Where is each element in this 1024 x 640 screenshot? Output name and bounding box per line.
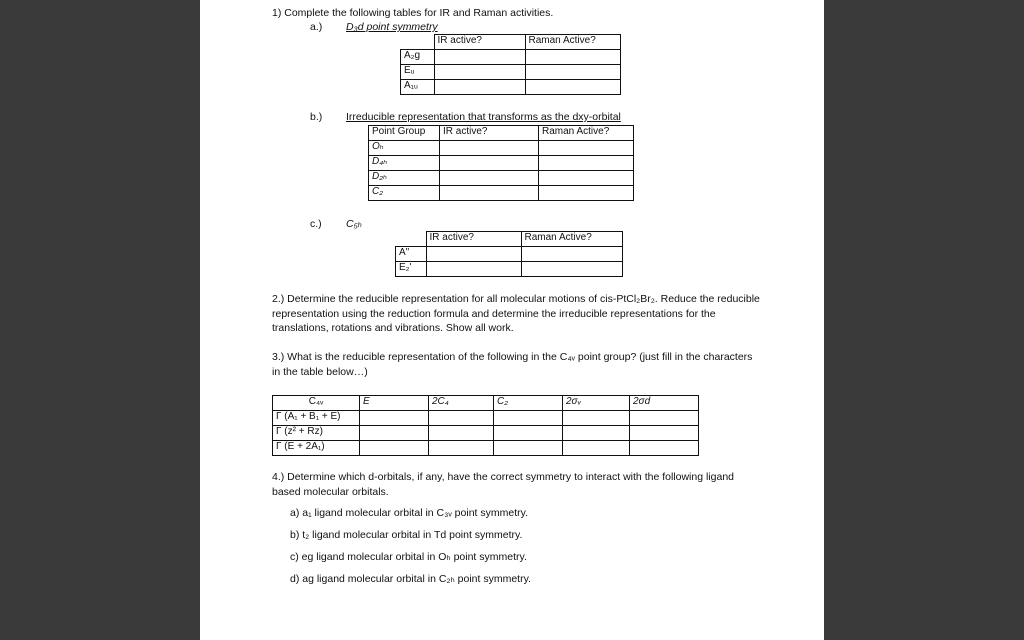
answer-cell[interactable] (429, 441, 494, 456)
table-row (401, 80, 621, 95)
row-label: Γ (A₁ + B₁ + E) (273, 411, 360, 426)
header-cell: 2σd (630, 396, 699, 411)
header-cell: Raman Active? (521, 232, 622, 247)
table-row (369, 141, 634, 156)
q1-heading: 1) Complete the following tables for IR and Raman activities. (272, 7, 554, 19)
answer-cell[interactable] (539, 186, 634, 201)
q1a-title: D₃d point symmetry (346, 21, 438, 33)
answer-cell[interactable] (440, 171, 539, 186)
table-row (273, 411, 699, 426)
header-cell: 2σᵥ (563, 396, 630, 411)
row-label: A₂g (401, 50, 435, 65)
table-row (396, 232, 623, 247)
answer-cell[interactable] (525, 80, 620, 95)
q1a-label: a.) (310, 21, 323, 33)
answer-cell[interactable] (440, 141, 539, 156)
answer-cell[interactable] (630, 411, 699, 426)
row-label: A₁ᵤ (401, 80, 435, 95)
answer-cell[interactable] (440, 186, 539, 201)
answer-cell[interactable] (494, 411, 563, 426)
answer-cell[interactable] (630, 426, 699, 441)
q3-table (272, 395, 699, 456)
answer-cell[interactable] (426, 247, 521, 262)
document-page (200, 0, 824, 640)
answer-cell[interactable] (563, 411, 630, 426)
answer-cell[interactable] (521, 247, 622, 262)
header-cell: C₂ (494, 396, 563, 411)
table-row (369, 171, 634, 186)
answer-cell[interactable] (494, 426, 563, 441)
table-row (273, 396, 699, 411)
corner-cell (401, 35, 435, 50)
answer-cell[interactable] (525, 50, 620, 65)
table-row (369, 126, 634, 141)
header-cell: C₄ᵥ (273, 396, 360, 411)
table-row (369, 186, 634, 201)
header-cell: IR active? (440, 126, 539, 141)
q4-item-a: a) a₁ ligand molecular orbital in C₃ᵥ point symmetry. (290, 507, 529, 519)
answer-cell[interactable] (563, 441, 630, 456)
answer-cell[interactable] (429, 411, 494, 426)
q4-item-d: d) ag ligand molecular orbital in C₂ₕ point symmetry. (290, 573, 531, 585)
q1c-title: C₅ₕ (346, 218, 362, 230)
answer-cell[interactable] (429, 426, 494, 441)
row-label: Eᵤ (401, 65, 435, 80)
q3-text: 3.) What is the reducible representation of the following in the C₄ᵥ point group? (just fill in the characters in the table below…) (272, 351, 753, 378)
table-row (396, 262, 623, 277)
table-row (369, 156, 634, 171)
row-label: A" (396, 247, 427, 262)
q4-item-b: b) t₂ ligand molecular orbital in Td point symmetry. (290, 529, 523, 541)
q1b-title: Irreducible representation that transforms as the dxy-orbital (346, 111, 621, 123)
answer-cell[interactable] (539, 156, 634, 171)
table-row (273, 441, 699, 456)
q1b-label: b.) (310, 111, 323, 123)
row-label: D₂ₕ (369, 171, 440, 186)
header-cell: E (360, 396, 429, 411)
row-label: D₄ₕ (369, 156, 440, 171)
q4-item-c: c) eg ligand molecular orbital in Oₕ point symmetry. (290, 551, 527, 563)
row-label: E₂' (396, 262, 427, 277)
answer-cell[interactable] (434, 65, 525, 80)
answer-cell[interactable] (426, 262, 521, 277)
header-cell: IR active? (434, 35, 525, 50)
answer-cell[interactable] (434, 50, 525, 65)
table-row (401, 65, 621, 80)
row-label: C₂ (369, 186, 440, 201)
header-cell: Raman Active? (539, 126, 634, 141)
row-label: Γ (E + 2A₁) (273, 441, 360, 456)
answer-cell[interactable] (539, 141, 634, 156)
table-row (396, 247, 623, 262)
q1c-label: c.) (310, 218, 322, 230)
table-row (401, 35, 621, 50)
q4-text: 4.) Determine which d-orbitals, if any, have the correct symmetry to interact with the following ligand based molecular orbitals. (272, 471, 734, 498)
answer-cell[interactable] (630, 441, 699, 456)
row-label: Oₕ (369, 141, 440, 156)
header-cell: 2C₄ (429, 396, 494, 411)
answer-cell[interactable] (360, 426, 429, 441)
header-cell: Raman Active? (525, 35, 620, 50)
answer-cell[interactable] (440, 156, 539, 171)
answer-cell[interactable] (525, 65, 620, 80)
table-row (401, 50, 621, 65)
q1c-table (395, 231, 623, 277)
row-label: Γ (z² + Rz) (273, 426, 360, 441)
header-cell: IR active? (426, 232, 521, 247)
q1b-table (368, 125, 634, 201)
q1a-table (400, 34, 621, 95)
answer-cell[interactable] (360, 411, 429, 426)
answer-cell[interactable] (434, 80, 525, 95)
header-cell: Point Group (369, 126, 440, 141)
answer-cell[interactable] (360, 441, 429, 456)
answer-cell[interactable] (563, 426, 630, 441)
answer-cell[interactable] (521, 262, 622, 277)
table-row (273, 426, 699, 441)
corner-cell (396, 232, 427, 247)
answer-cell[interactable] (539, 171, 634, 186)
answer-cell[interactable] (494, 441, 563, 456)
q2-text: 2.) Determine the reducible representation for all molecular motions of cis-PtCl₂Br₂. Reduce the reducible representation using the reduction formula and determine the irreducible representations for the translations, rotations and vibrations. Show all work. (272, 293, 760, 334)
